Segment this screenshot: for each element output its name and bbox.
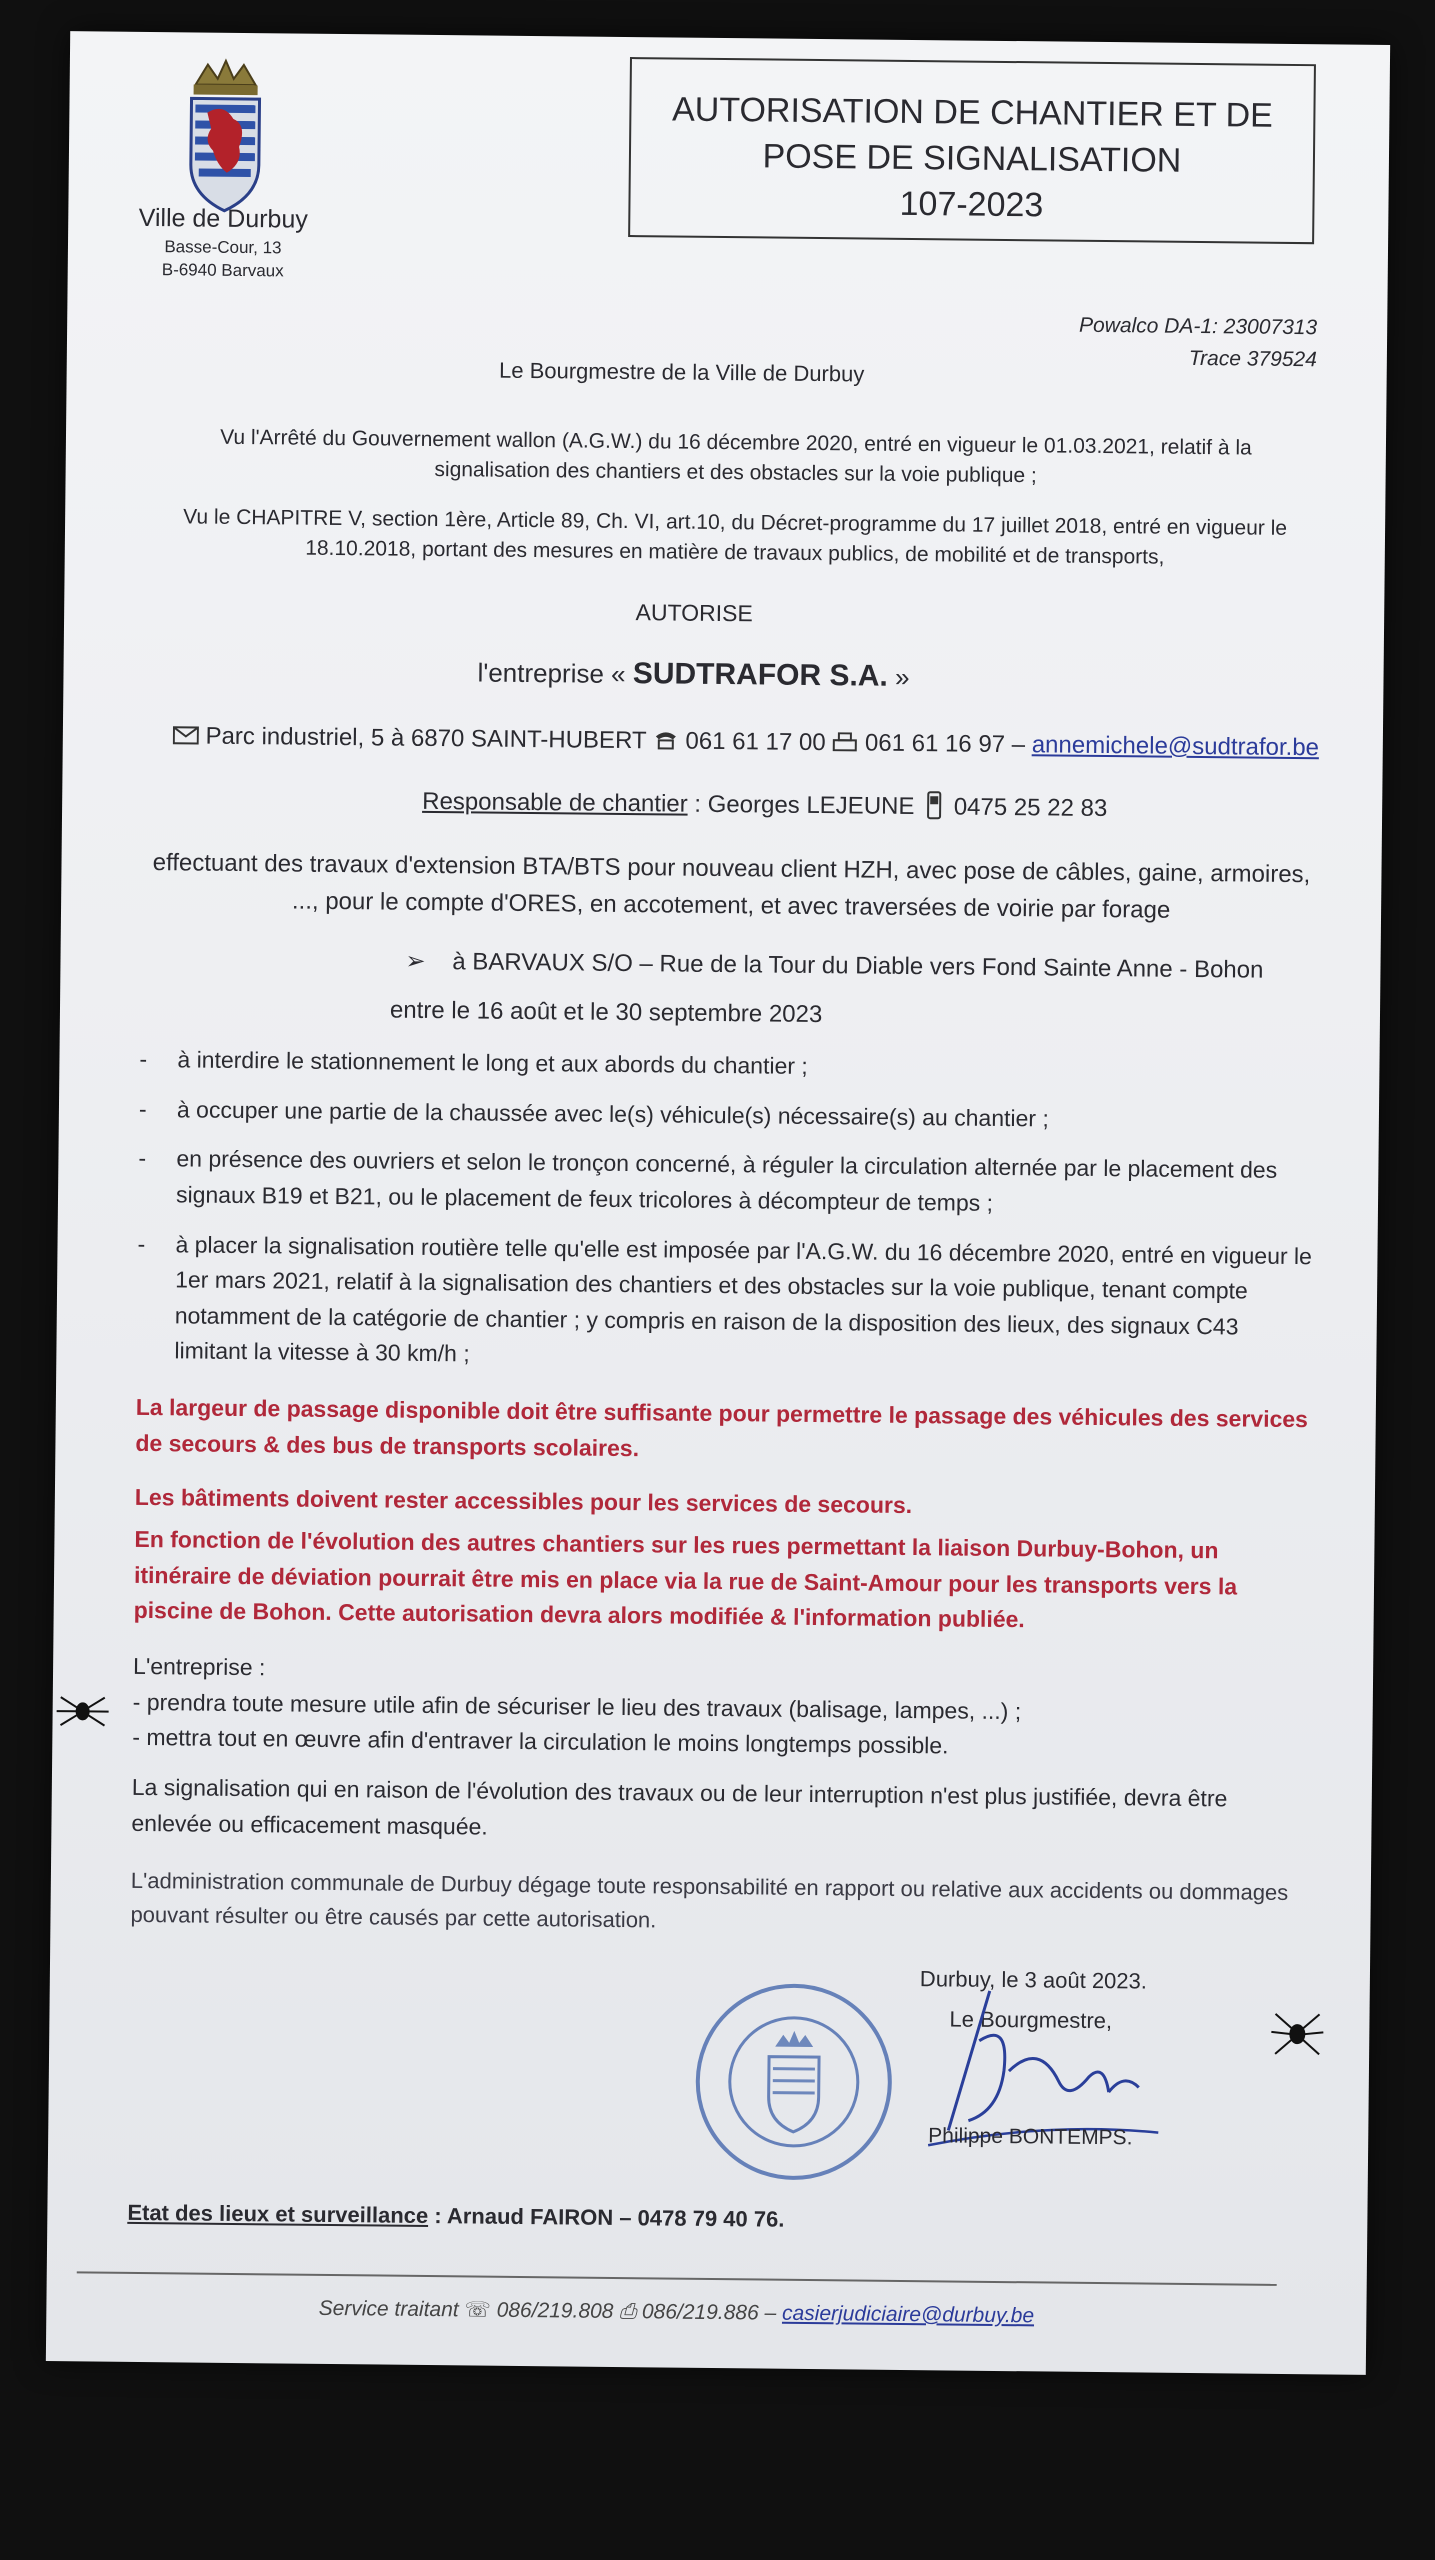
works-description: effectuant des travaux d'extension BTA/BTS pour nouveau client HZH, avec pose de câbles, gaine, armoires, ..., pour le compte d'ORES, en accotement, et avec traversées de voirie par forage: [152, 849, 1311, 924]
company-line: [63, 651, 1323, 698]
signature-role: Le Bourgmestre,: [949, 2006, 1113, 2034]
fax-icon: ⎙: [619, 2300, 637, 2324]
conditions-list: [136, 1042, 1320, 1395]
signage-paragraph: La signalisation qui en raison de l'évolution des travaux ou de leur interruption n'est plus justifiée, devra être enlevée ou efficacement masquée.: [131, 1773, 1228, 1840]
service-fax: 086/219.886 –: [641, 2300, 777, 2325]
town-name: Ville de Durbuy: [138, 203, 308, 234]
signature-place-date: Durbuy, le 3 août 2023.: [919, 1966, 1148, 1994]
title-line-2: POSE DE SIGNALISATION: [762, 137, 1182, 180]
duty-item: - mettra tout en œuvre afin d'entraver la circulation le moins longtemps possible.: [132, 1724, 949, 1759]
inspection-label: Etat des lieux et surveillance: [127, 2199, 429, 2229]
crest-icon: [176, 54, 274, 225]
mail-icon: [173, 725, 199, 745]
inspection-value: : Arnaud FAIRON – 0478 79 40 76.: [434, 2203, 785, 2232]
list-item: - à occuper une partie de la chaussée avec le(s) véhicule(s) nécessaire(s) au chantier ;: [139, 1092, 1319, 1140]
powalco-ref: Powalco DA-1: 23007313: [1078, 313, 1318, 340]
work-period: entre le 16 août et le 30 septembre 2023: [389, 996, 823, 1029]
duties-title: L'entreprise :: [132, 1652, 266, 1681]
work-location: à BARVAUX S/O – Rue de la Tour du Diable vers Fond Sainte Anne - Bohon: [452, 948, 1264, 984]
document-title: [628, 57, 1316, 244]
manager-phone: 0475 25 22 83: [953, 793, 1108, 823]
town-address: [118, 202, 329, 284]
list-item: - à placer la signalisation routière telle qu'elle est imposée par l'A.G.W. du 16 décembre 2020, entré en vigueur le 1er mars 2021, relatif à la signalisation des chantiers et des obstacles sur la voie publique, tenant compte notamment de la catégorie de chantier ; y compris en raison de la disposition des lieux, des signaux C43 limitant la vitesse à 30 km/h ;: [136, 1226, 1317, 1381]
town-street: Basse-Cour, 13: [164, 236, 282, 258]
document-page: [46, 31, 1390, 2375]
mobile-icon: [921, 790, 947, 820]
contact-line: [173, 722, 1319, 762]
company-duties: [132, 1649, 1022, 1765]
company-prefix: l'entreprise «: [477, 657, 626, 690]
phone-icon: ☏: [464, 2298, 491, 2322]
manager-name: : Georges LEJEUNE: [694, 790, 915, 821]
site-manager-line: [422, 785, 1107, 823]
duty-item: - prendra toute mesure utile afin de sécuriser le lieu des travaux (balisage, lampes, ...) ;: [132, 1688, 1022, 1724]
town-city: B-6940 Barvaux: [161, 259, 284, 281]
red-notice-passage: La largeur de passage disponible doit être suffisante pour permettre le passage des véhicules des services de secours & des bus de transports scolaires.: [135, 1393, 1309, 1461]
fax-icon: [832, 732, 858, 752]
phone-icon: [653, 730, 679, 750]
footer-divider: [77, 2271, 1277, 2286]
authorise-heading: AUTORISE: [635, 599, 753, 627]
company-suffix: »: [894, 661, 910, 692]
manager-label: Responsable de chantier: [422, 787, 688, 818]
seal-icon: [688, 1976, 900, 2188]
service-email-link[interactable]: casierjudiciaire@durbuy.be: [781, 2301, 1035, 2328]
list-item: - en présence des ouvriers et selon le tronçon concerné, à réguler la circulation alternée par le placement des signaux B19 et B21, ou le placement de feux tricolores à décompteur de temps ;: [138, 1141, 1319, 1225]
title-line-3: 107-2023: [899, 184, 1044, 225]
trace-ref: Trace 379524: [1188, 346, 1317, 371]
spider-icon: [52, 1679, 113, 1740]
company-email-link[interactable]: annemichele@sudtrafor.be: [1031, 731, 1320, 762]
arrow-icon: ➢: [405, 947, 446, 976]
red-notice-access: Les bâtiments doivent rester accessibles pour les services de secours.: [134, 1483, 913, 1519]
mayor-heading: Le Bourgmestre de la Ville de Durbuy: [498, 357, 865, 387]
spider-icon: [1267, 2002, 1328, 2063]
red-notice-detour: En fonction de l'évolution des autres chantiers sur les rues permettant la liaison Durbuy-Bohon, un itinéraire de déviation pourrait être mis en place via la rue de Saint-Amour pour les transports vers la piscine de Bohon. Cette autorisation devra alors modifiée & l'information publiée.: [133, 1525, 1238, 1633]
company-name: SUDTRAFOR S.A.: [632, 657, 888, 693]
signature-name: Philippe BONTEMPS.: [928, 2124, 1133, 2150]
considering-decree: Vu le CHAPITRE V, section 1ère, Article 89, Ch. VI, art.10, du Décret-programme du 17 juillet 2018, entré en vigueur le 18.10.2018, portant des mesures en matière de travaux publics, de mobilité et de transports,: [183, 505, 1288, 570]
list-item: - à interdire le stationnement le long et aux abords du chantier ;: [139, 1042, 1319, 1090]
location-line: [405, 947, 1263, 985]
company-phone: 061 61 17 00: [685, 727, 826, 757]
company-fax: 061 61 16 97 –: [864, 729, 1026, 759]
inspection-line: [127, 2200, 784, 2233]
service-label: Service traitant: [318, 2296, 459, 2322]
footer-service-line: [46, 2293, 1306, 2331]
company-address: Parc industriel, 5 à 6870 SAINT-HUBERT: [205, 722, 647, 755]
considering-agw: Vu l'Arrêté du Gouvernement wallon (A.G.W.) du 16 décembre 2020, entré en vigueur le 01.03.2021, relatif à la signalisation des chantiers et des obstacles sur la voie publique ;: [220, 425, 1252, 488]
title-line-1: AUTORISATION DE CHANTIER ET DE: [671, 90, 1273, 135]
service-phone: 086/219.808: [496, 2298, 614, 2323]
liability-paragraph: L'administration communale de Durbuy dégage toute responsabilité en rapport ou relative aux accidents ou dommages pouvant résulter ou être causés par cette autorisation.: [130, 1867, 1289, 1933]
